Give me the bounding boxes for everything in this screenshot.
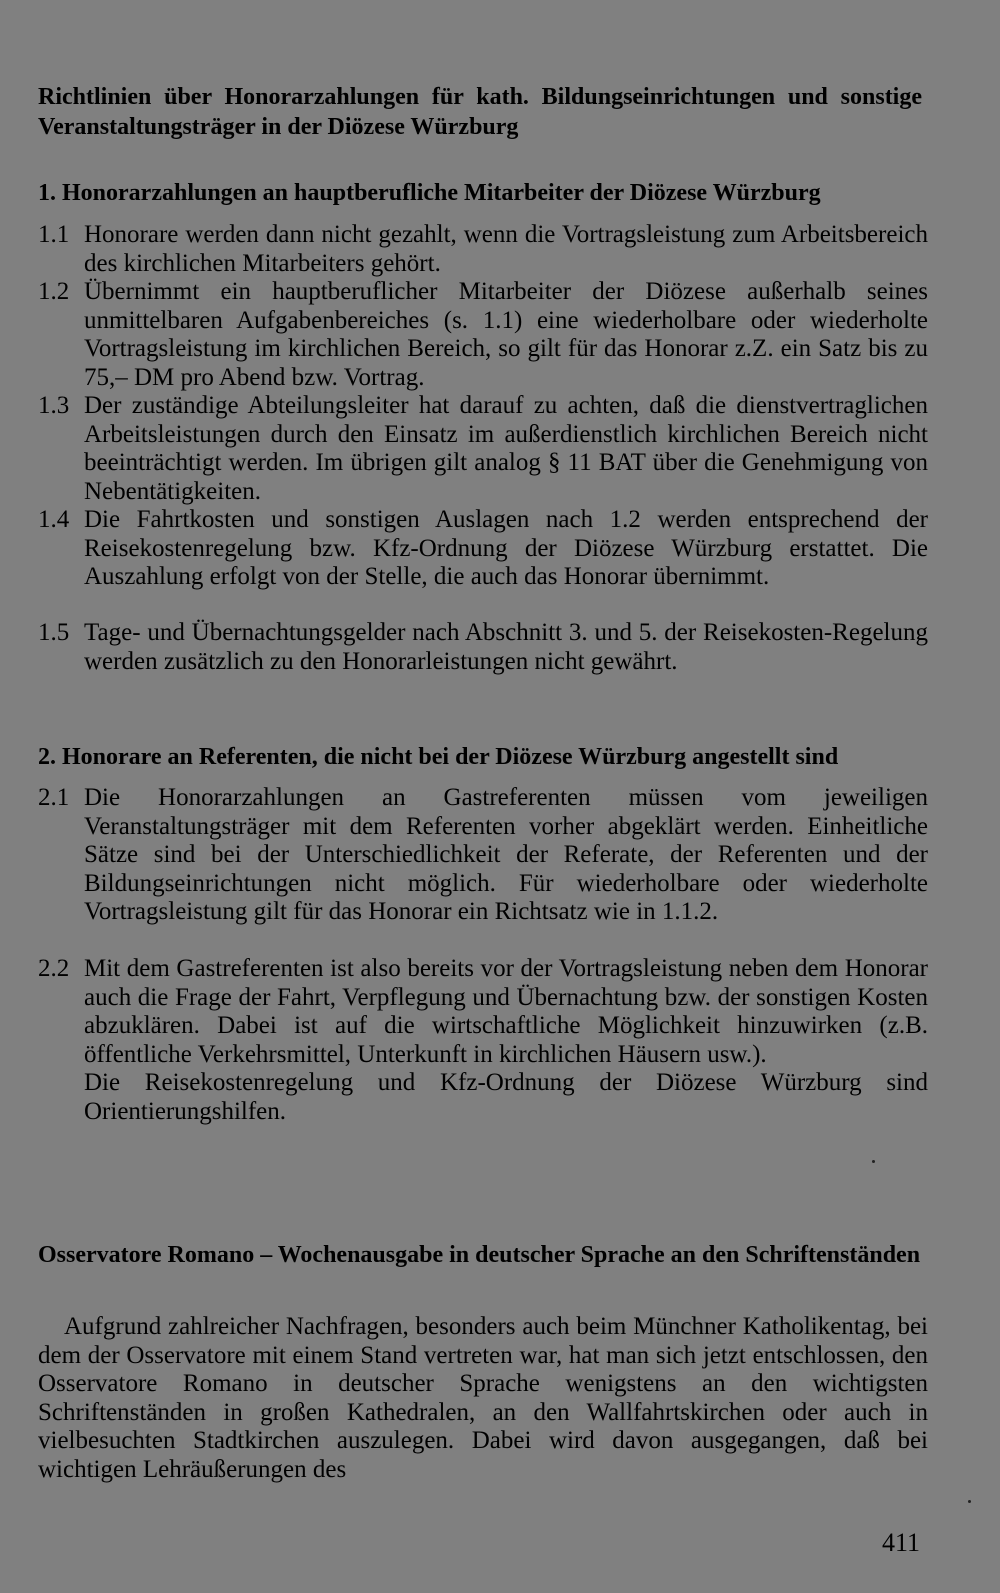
item-text: Übernimmt ein hauptberuflicher Mitarbeiter der Diözese außerhalb seines unmittelbaren Aufgabenbereiches (s. 1.1) eine wiederholbare oder wiederholte Vortragsleistung im kirchlichen Bereich, so gilt für das Honorar z.Z. ein Satz bis zu 75,– DM pro Abend bzw. Vortrag. [84,278,928,391]
item-number: 2.1 [38,784,70,811]
item-number: 1.4 [38,506,70,533]
speck-mark [968,1500,971,1503]
item-text: Honorare werden dann nicht gezahlt, wenn die Vortragsleistung zum Arbeitsbereich des kirchlichen Mitarbeiters gehört. [84,221,928,277]
item-number: 1.3 [38,392,70,419]
section-b-paragraph: Aufgrund zahlreicher Nachfragen, besonders auch beim Münchner Katholikentag, bei dem der Osservatore mit einem Stand vertreten war, hat man sich jetzt entschlossen, den Osservatore Romano in deutscher Sprache wenigstens an den wichtigsten Schriftenständen in großen Kathedralen, an den Wallfahrtskirchen oder auch in vielbesuchten Stadtkirchen auszulegen. Dabei wird davon ausgegangen, daß bei wichtigen Lehräußerungen des [38,1313,928,1483]
item-number: 1.1 [38,221,70,248]
item-number: 2.2 [38,955,70,982]
heading-1: 1. Honorarzahlungen an hauptberufliche Mitarbeiter der Diözese Würzburg [38,180,821,206]
item-text-part-2: Die Reisekostenregelung und Kfz-Ordnung der Diözese Würzburg sind Orientierungshilfen. [84,1069,928,1125]
section-a-title: Richtlinien über Honorarzahlungen für kath. Bildungseinrichtungen und sonstige Veranstaltungsträger in der Diözese Würzburg [38,84,922,140]
section-b-title: Osservatore Romano – Wochenausgabe in deutscher Sprache an den Schriftenständen [38,1242,921,1268]
item-text: Die Honorarzahlungen an Gastreferenten müssen vom jeweiligen Veranstaltungsträger mit dem Referenten vorher abgeklärt werden. Einheitliche Sätze sind bei der Unterschiedlichkeit der Referate, der Referenten und der Bildungseinrichtungen nicht möglich. Für wiederholbare oder wiederholte Vortragsleistung gilt für das Honorar ein Richtsatz wie in 1.1.2. [84,784,928,925]
item-text: Der zuständige Abteilungsleiter hat darauf zu achten, daß die dienstvertraglichen Arbeitsleistungen durch den Einsatz im außerdienstlich kirchlichen Bereich nicht beeinträchtigt werden. Im übrigen gilt analog § 11 BAT über die Genehmigung von Nebentätigkeiten. [84,392,928,505]
item-text: Tage- und Übernachtungsgelder nach Abschnitt 3. und 5. der Reisekosten-Regelung werden zusätzlich zu den Honorarleistungen nicht gewährt. [84,619,928,675]
item-number: 1.5 [38,619,70,646]
heading-2: 2. Honorare an Referenten, die nicht bei der Diözese Würzburg angestellt sind [38,744,839,770]
speck-mark [872,1160,875,1163]
item-number: 1.2 [38,278,70,305]
item-text [84,955,928,1126]
item-text-part-1: Mit dem Gastreferenten ist also bereits vor der Vortragsleistung neben dem Honorar auch die Frage der Fahrt, Verpflegung und Übernachtung bzw. der sonstigen Kosten abzuklären. Dabei ist auf die wirtschaftliche Möglichkeit hinzuwirken (z.B. öffentliche Verkehrsmittel, Unterkunft in kirchlichen Häusern usw.). [84,955,928,1068]
page-number: 411 [882,1528,921,1557]
item-text: Die Fahrtkosten und sonstigen Auslagen nach 1.2 werden entsprechend der Reisekostenregelung bzw. Kfz-Ordnung der Diözese Würzburg erstattet. Die Auszahlung erfolgt von der Stelle, die auch das Honorar übernimmt. [84,506,928,590]
